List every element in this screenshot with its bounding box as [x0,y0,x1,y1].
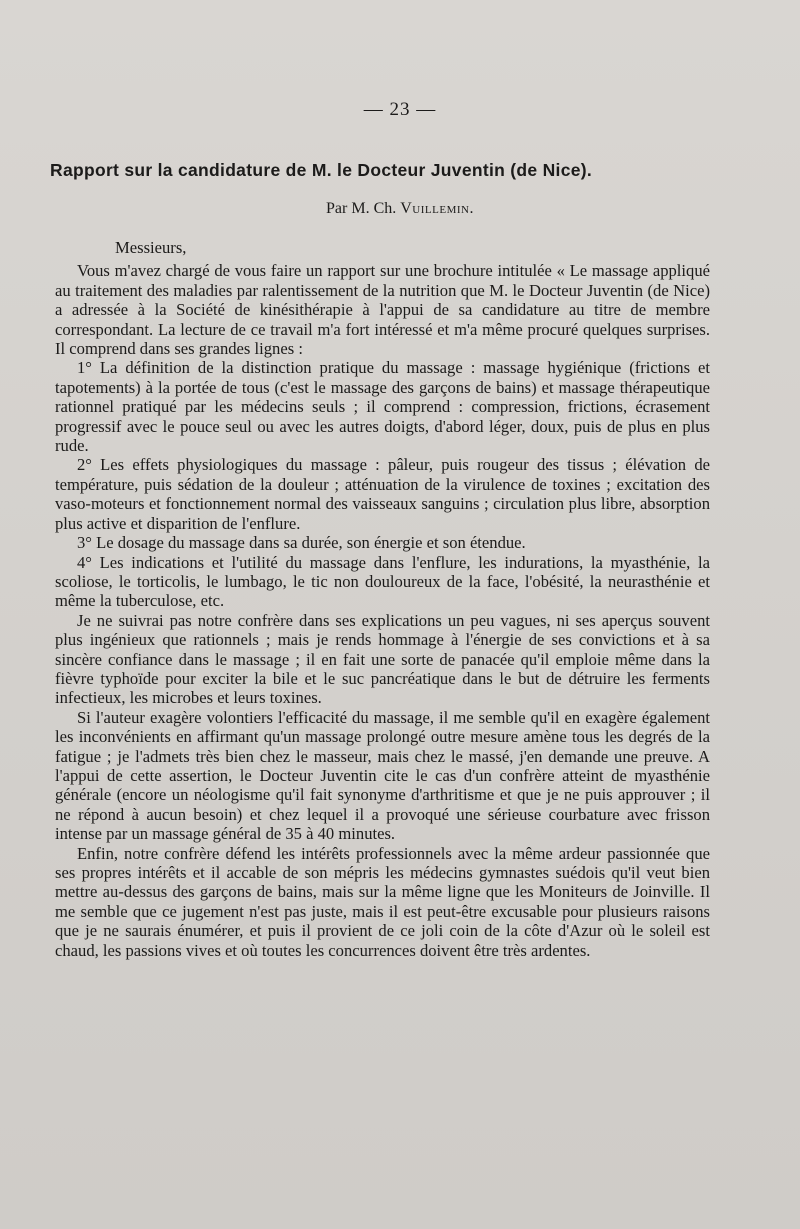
byline-author: Vuillemin. [400,200,474,217]
paragraph-point-4: 4° Les indications et l'utilité du massage dans l'enflure, les indurations, la myasthénie, la scoliose, le torticolis, le lumbago, le tic non douloureux de la face, l'obésité, la neurasthénie et même la tuberculose, etc. [55,552,710,611]
byline-prefix: Par M. Ch. [326,200,397,217]
byline [0,200,800,218]
report-body [55,238,710,960]
paragraph-conclusion: Enfin, notre confrère défend les intérêts professionnels avec la même ardeur passionnée que ses propres intérêts et il accable de son mépris les médecins gymnastes suédois qu'il veut bien mettre au-dessus des garçons de bains, mais sur la même ligne que les Moniteurs de Joinville. Il me semble que ce jugement n'est pas juste, mais il est peut-être excusable pour plusieurs raisons que je ne saurais énumérer, et puis il provient de ce joli coin de la côte d'Azur où le soleil est chaud, les passions vives et où toutes les concurrences doivent être très ardentes. [55,843,710,960]
salutation: Messieurs, [115,238,187,257]
page-number: — 23 — [363,99,437,120]
paragraph-critique: Si l'auteur exagère volontiers l'efficacité du massage, il me semble qu'il en exagère également les inconvénients en affirmant qu'un massage prolongé outre mesure amène tous les degrés de la fatigue ; je l'admets très bien chez le masseur, mais chez le massé, j'en demande une preuve. A l'appui de cette assertion, le Docteur Juventin cite le cas d'un confrère atteint de myasthénie générale (encore un néologisme qu'il fait synonyme d'arthritisme et que je ne puis approuver ; il ne répond à aucun besoin) et chez lequel il a provoqué une sérieuse courbature avec frisson intense par un massage général de 35 à 40 minutes. [55,707,710,844]
paragraph-intro: Vous m'avez chargé de vous faire un rapport sur une brochure intitulée « Le massage appliqué au traitement des maladies par ralentissement de la nutrition que M. le Docteur Juventin (de Nice) a adressée à la Société de kinésithérapie à l'appui de sa candidature au titre de membre correspondant. La lecture de ce travail m'a fort intéressé et m'a même procuré quelques surprises. Il comprend dans ses grandes lignes : [55,261,710,359]
paragraph-commentary: Je ne suivrai pas notre confrère dans ses explications un peu vagues, ni ses aperçus souvent plus ingénieux que rationnels ; mais je rends hommage à l'énergie de ses convictions et à sa sincère confiance dans le massage ; il en fait une sorte de panacée qu'il emploie même dans la fièvre typhoïde pour exciter la bile et le suc pancréatique dans le but de détruire les ferments infectieux, les microbes et leurs toxines. [55,610,710,708]
paragraph-point-3: 3° Le dosage du massage dans sa durée, son énergie et son étendue. [77,533,526,553]
paragraph-point-1: 1° La définition de la distinction pratique du massage : massage hygiénique (frictions et tapotements) à la portée de tous (c'est le massage des garçons de bains) et massage thérapeutique rationnel pratiqué par les médecins seuls ; il comprend : compression, frictions, écrasement progressif avec le pouce seul ou avec les autres doigts, d'abord léger, doux, puis de plus en plus rude. [55,358,710,456]
report-title: Rapport sur la candidature de M. le Docteur Juventin (de Nice). [50,160,593,180]
paragraph-point-2: 2° Les effets physiologiques du massage : pâleur, puis rougeur des tissus ; élévation de température, puis sédation de la douleur ; atténuation de la virulence de toxines ; excitation des vaso-moteurs et fonctionnement normal des vaisseaux sanguins ; circulation plus libre, absorption plus active et disparition de l'enflure. [55,455,710,533]
